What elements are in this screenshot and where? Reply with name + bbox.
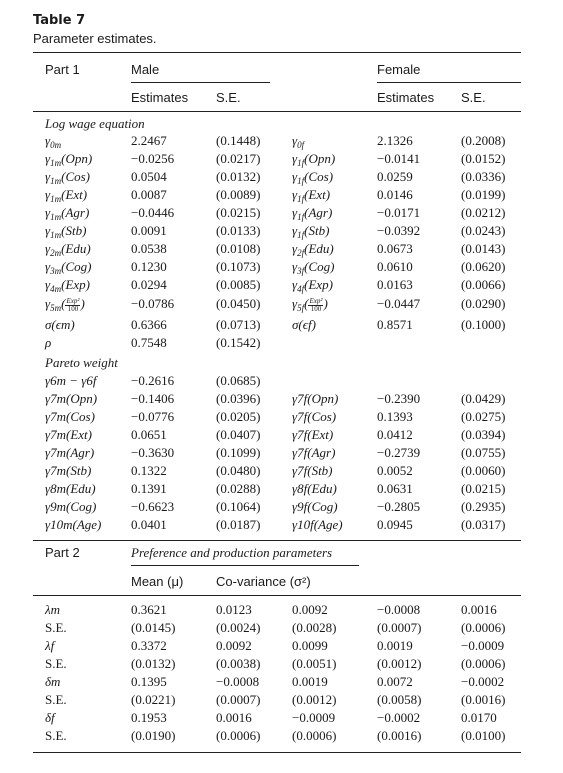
- female-param-symbol: $\gamma_{5f}$( $\frac{\text{Exp²}}{100}$ ): [292, 296, 328, 313]
- female-se: (0.0143): [461, 241, 506, 256]
- male-pareto-symbol: γ9m(Cog): [45, 499, 97, 514]
- part2-mean: (0.0132): [131, 656, 176, 671]
- female-pareto-se: (0.0060): [461, 463, 506, 478]
- part2-title-rule: [131, 565, 359, 566]
- top-rule: [33, 52, 521, 53]
- female-estimate: −0.0171: [377, 205, 421, 220]
- male-estimate: 2.2467: [131, 133, 167, 148]
- part2-cov-3: 0.0072: [377, 674, 413, 689]
- part2-cov-3: (0.0058): [377, 692, 422, 707]
- female-header: Female: [377, 62, 421, 77]
- part2-cov-2: 0.0099: [292, 638, 328, 653]
- female-pareto-se: (0.0429): [461, 391, 506, 406]
- part2-mean: (0.0145): [131, 620, 176, 635]
- table-title: Table 7: [33, 13, 86, 28]
- female-estimate: 0.0610: [377, 259, 413, 274]
- female-pareto-se: (0.2935): [461, 499, 506, 514]
- male-pareto-se: (0.1064): [216, 499, 261, 514]
- female-se: (0.0243): [461, 223, 506, 238]
- male-estimate: 0.0504: [131, 169, 167, 184]
- female-pareto-estimate: −0.2390: [377, 391, 421, 406]
- male-pareto-se: (0.0685): [216, 373, 261, 388]
- part2-cov-3: 0.0019: [377, 638, 413, 653]
- male-param-symbol: σ(ϵm): [45, 317, 75, 332]
- female-pareto-estimate: 0.0631: [377, 481, 413, 496]
- part2-cov-4: (0.0100): [461, 728, 506, 743]
- female-param-symbol: $\gamma_{2f}(Edu)$: [292, 241, 334, 258]
- male-pareto-estimate: −0.6623: [131, 499, 175, 514]
- male-pareto-estimate: 0.1322: [131, 463, 167, 478]
- female-pareto-se: (0.0394): [461, 427, 506, 442]
- female-estimate: 0.8571: [377, 317, 413, 332]
- female-pareto-symbol: γ7f(Stb): [292, 463, 333, 478]
- male-param-symbol: $\gamma_{2m}(Edu)$: [45, 241, 91, 258]
- part2-cov-4: 0.0016: [461, 602, 497, 617]
- part2-cov-1: (0.0038): [216, 656, 261, 671]
- male-header-rule: [131, 82, 270, 83]
- male-pareto-se: (0.1099): [216, 445, 261, 460]
- female-pareto-symbol: γ7f(Cos): [292, 409, 337, 424]
- female-se: (0.0152): [461, 151, 506, 166]
- female-pareto-symbol: γ8f(Edu): [292, 481, 337, 496]
- part2-top-rule: [33, 540, 521, 541]
- covariance-header: Co-variance (σ²): [216, 574, 311, 589]
- female-param-symbol: $\gamma_{1f}(Ext)$: [292, 187, 331, 204]
- male-pareto-se: (0.0480): [216, 463, 261, 478]
- female-se: (0.0199): [461, 187, 506, 202]
- male-estimate: 0.0091: [131, 223, 167, 238]
- male-estimate: 0.0538: [131, 241, 167, 256]
- female-estimate: −0.0447: [377, 296, 421, 311]
- female-estimate: −0.0392: [377, 223, 421, 238]
- male-se: (0.1073): [216, 259, 261, 274]
- male-pareto-estimate: 0.0651: [131, 427, 167, 442]
- female-estimate: 0.0259: [377, 169, 413, 184]
- part2-cov-1: (0.0024): [216, 620, 261, 635]
- male-param-symbol: $\gamma_{4m}(Exp)$: [45, 277, 90, 294]
- section-log-wage: Log wage equation: [45, 116, 145, 131]
- part2-cov-2: (0.0051): [292, 656, 337, 671]
- male-se: (0.0450): [216, 296, 261, 311]
- female-estimates-header: Estimates: [377, 90, 435, 105]
- male-pareto-se: (0.0288): [216, 481, 261, 496]
- female-se-header: S.E.: [461, 90, 486, 105]
- male-se: (0.0089): [216, 187, 261, 202]
- female-se: (0.0336): [461, 169, 506, 184]
- male-estimates-header: Estimates: [131, 90, 189, 105]
- female-param-symbol: σ(ϵf): [292, 317, 316, 332]
- male-param-symbol: $\gamma_{1m}(Agr)$: [45, 205, 90, 222]
- part2-cov-3: (0.0007): [377, 620, 422, 635]
- male-pareto-symbol: γ8m(Edu): [45, 481, 96, 496]
- part2-cov-4: (0.0006): [461, 656, 506, 671]
- female-se: (0.0066): [461, 277, 506, 292]
- part2-row-label: S.E.: [45, 692, 67, 707]
- female-pareto-estimate: −0.2739: [377, 445, 421, 460]
- male-pareto-symbol: γ7m(Opn): [45, 391, 98, 406]
- part2-cov-4: −0.0002: [461, 674, 505, 689]
- female-estimate: 0.0673: [377, 241, 413, 256]
- part1-label: Part 1: [45, 62, 80, 77]
- part2-mean: 0.3621: [131, 602, 167, 617]
- part2-cov-1: (0.0006): [216, 728, 261, 743]
- male-pareto-symbol: γ7m(Agr): [45, 445, 95, 460]
- male-estimate: 0.0294: [131, 277, 167, 292]
- header-bottom-rule: [33, 111, 521, 112]
- female-estimate: 0.0163: [377, 277, 413, 292]
- female-pareto-symbol: γ9f(Cog): [292, 499, 338, 514]
- male-pareto-estimate: 0.1391: [131, 481, 167, 496]
- part2-cov-4: (0.0016): [461, 692, 506, 707]
- part2-cov-2: −0.0009: [292, 710, 336, 725]
- male-estimate: −0.0786: [131, 296, 175, 311]
- part2-row-label: λf: [45, 638, 55, 653]
- female-param-symbol: $\gamma_{1f}(Opn)$: [292, 151, 336, 168]
- female-pareto-se: (0.0215): [461, 481, 506, 496]
- part2-cov-4: (0.0006): [461, 620, 506, 635]
- female-estimate: 0.0146: [377, 187, 413, 202]
- male-pareto-symbol: γ7m(Cos): [45, 409, 95, 424]
- part2-cov-1: 0.0123: [216, 602, 252, 617]
- female-estimate: −0.0141: [377, 151, 421, 166]
- female-pareto-symbol: γ10f(Age): [292, 517, 343, 532]
- female-se: (0.1000): [461, 317, 506, 332]
- female-pareto-symbol: γ7f(Opn): [292, 391, 339, 406]
- part2-cov-2: 0.0019: [292, 674, 328, 689]
- male-se: (0.1448): [216, 133, 261, 148]
- female-pareto-se: (0.0755): [461, 445, 506, 460]
- male-pareto-symbol: γ7m(Ext): [45, 427, 92, 442]
- part2-cov-2: 0.0092: [292, 602, 328, 617]
- male-se: (0.0132): [216, 169, 261, 184]
- part2-header-rule: [33, 595, 521, 596]
- male-pareto-symbol: γ7m(Stb): [45, 463, 92, 478]
- table-caption: Parameter estimates.: [33, 31, 157, 46]
- male-pareto-estimate: −0.3630: [131, 445, 175, 460]
- female-pareto-estimate: 0.0945: [377, 517, 413, 532]
- female-pareto-estimate: 0.1393: [377, 409, 413, 424]
- female-param-symbol: $\gamma_{3f}(Cog)$: [292, 259, 335, 276]
- female-se: (0.2008): [461, 133, 506, 148]
- male-estimate: 0.0087: [131, 187, 167, 202]
- part2-cov-1: −0.0008: [216, 674, 260, 689]
- male-estimate: 0.6366: [131, 317, 167, 332]
- female-pareto-se: (0.0275): [461, 409, 506, 424]
- male-param-symbol: $\gamma_{1m}(Opn)$: [45, 151, 93, 168]
- part2-mean: 0.3372: [131, 638, 167, 653]
- male-pareto-se: (0.0407): [216, 427, 261, 442]
- female-se: (0.0212): [461, 205, 506, 220]
- part2-mean: (0.0221): [131, 692, 176, 707]
- male-pareto-estimate: −0.2616: [131, 373, 175, 388]
- part2-cov-2: (0.0012): [292, 692, 337, 707]
- female-pareto-symbol: γ7f(Ext): [292, 427, 334, 442]
- male-param-symbol: $\gamma_{1m}(Ext)$: [45, 187, 88, 204]
- male-pareto-estimate: −0.1406: [131, 391, 175, 406]
- bottom-rule: [33, 752, 521, 753]
- part2-cov-3: (0.0016): [377, 728, 422, 743]
- part2-cov-2: (0.0006): [292, 728, 337, 743]
- part2-mean: 0.1395: [131, 674, 167, 689]
- male-se: (0.0217): [216, 151, 261, 166]
- female-param-symbol: $\gamma_{1f}(Cos)$: [292, 169, 334, 186]
- male-estimate: 0.1230: [131, 259, 167, 274]
- male-pareto-se: (0.0396): [216, 391, 261, 406]
- male-pareto-estimate: 0.0401: [131, 517, 167, 532]
- male-param-symbol: $\gamma_{1m}(Stb)$: [45, 223, 87, 240]
- male-param-symbol: $\gamma_{5m}$( $\frac{\text{Exp²}}{100}$ ): [45, 296, 85, 313]
- part2-cov-3: −0.0008: [377, 602, 421, 617]
- female-pareto-estimate: 0.0412: [377, 427, 413, 442]
- male-se: (0.0215): [216, 205, 261, 220]
- part2-cov-4: 0.0170: [461, 710, 497, 725]
- female-param-symbol: $\gamma_{0f}$: [292, 133, 305, 150]
- part2-row-label: δf: [45, 710, 55, 725]
- female-pareto-symbol: γ7f(Agr): [292, 445, 336, 460]
- female-param-symbol: $\gamma_{1f}(Stb)$: [292, 223, 330, 240]
- part2-label: Part 2: [45, 545, 80, 560]
- male-param-symbol: ρ: [45, 335, 52, 350]
- part2-cov-3: (0.0012): [377, 656, 422, 671]
- female-param-symbol: $\gamma_{1f}(Agr)$: [292, 205, 333, 222]
- female-se: (0.0620): [461, 259, 506, 274]
- part2-row-label: δm: [45, 674, 61, 689]
- part2-row-label: S.E.: [45, 620, 67, 635]
- female-header-rule: [377, 82, 521, 83]
- part2-mean: 0.1953: [131, 710, 167, 725]
- male-header: Male: [131, 62, 160, 77]
- male-estimate: 0.7548: [131, 335, 167, 350]
- female-estimate: 2.1326: [377, 133, 413, 148]
- part2-row-label: S.E.: [45, 728, 67, 743]
- male-param-symbol: $\gamma_{0m}$: [45, 133, 62, 150]
- part2-cov-1: (0.0007): [216, 692, 261, 707]
- female-pareto-estimate: −0.2805: [377, 499, 421, 514]
- part2-mean: (0.0190): [131, 728, 176, 743]
- part2-cov-1: 0.0016: [216, 710, 252, 725]
- male-pareto-symbol: γ6m − γ6f: [45, 373, 97, 388]
- mean-header: Mean (μ): [131, 574, 184, 589]
- male-estimate: −0.0446: [131, 205, 175, 220]
- male-se: (0.0713): [216, 317, 261, 332]
- male-pareto-estimate: −0.0776: [131, 409, 175, 424]
- male-param-symbol: $\gamma_{1m}(Cos)$: [45, 169, 91, 186]
- male-se-header: S.E.: [216, 90, 241, 105]
- female-param-symbol: $\gamma_{4f}(Exp)$: [292, 277, 334, 294]
- part2-row-label: λm: [45, 602, 61, 617]
- part2-cov-2: (0.0028): [292, 620, 337, 635]
- male-se: (0.0085): [216, 277, 261, 292]
- female-pareto-estimate: 0.0052: [377, 463, 413, 478]
- male-se: (0.1542): [216, 335, 261, 350]
- part2-title: Preference and production parameters: [131, 545, 333, 560]
- male-estimate: −0.0256: [131, 151, 175, 166]
- male-se: (0.0133): [216, 223, 261, 238]
- part2-cov-4: −0.0009: [461, 638, 505, 653]
- male-pareto-se: (0.0187): [216, 517, 261, 532]
- male-pareto-se: (0.0205): [216, 409, 261, 424]
- part2-cov-1: 0.0092: [216, 638, 252, 653]
- male-param-symbol: $\gamma_{3m}(Cog)$: [45, 259, 92, 276]
- male-se: (0.0108): [216, 241, 261, 256]
- part2-cov-3: −0.0002: [377, 710, 421, 725]
- male-pareto-symbol: γ10m(Age): [45, 517, 102, 532]
- section-pareto: Pareto weight: [45, 355, 118, 370]
- female-se: (0.0290): [461, 296, 506, 311]
- female-pareto-se: (0.0317): [461, 517, 506, 532]
- part2-row-label: S.E.: [45, 656, 67, 671]
